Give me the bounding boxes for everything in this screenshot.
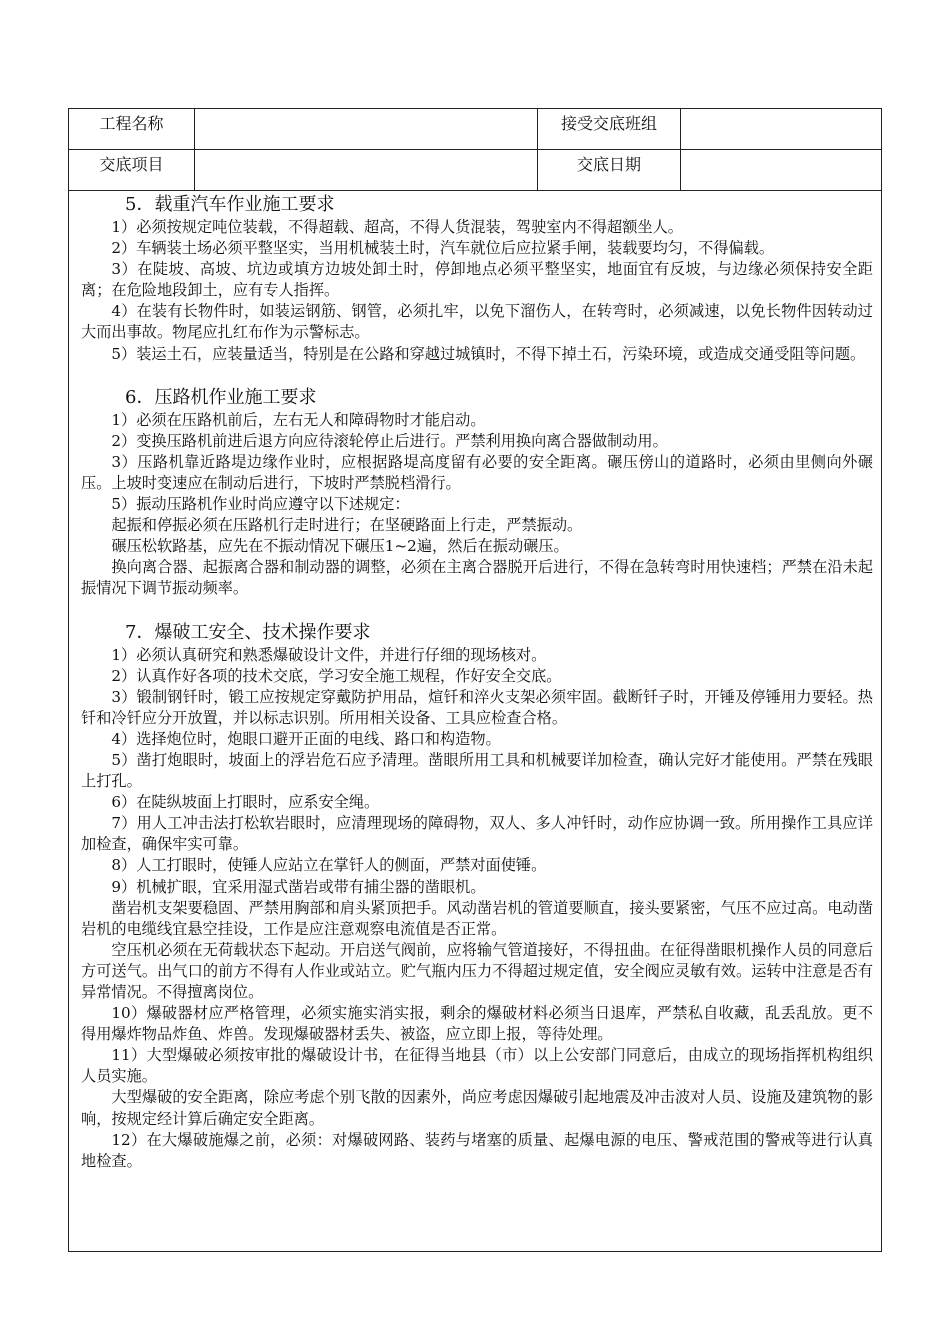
paragraph: 8）人工打眼时，使锤人应站立在掌钎人的侧面，严禁对面使锤。 [111,856,547,875]
handover-item-value[interactable] [195,150,538,190]
paragraph: 2）认真作好各项的技术交底，学习安全施工规程，作好安全交底。 [111,666,562,685]
paragraph: 2）车辆装土场必须平整坚实，当用机械装土时，汽车就位后应拉紧手闸，装载要均匀，不得偏载。 [111,239,775,258]
paragraph: 9）机械扩眼，宜采用湿式凿岩或带有捕尘器的凿眼机。 [111,877,486,896]
paragraph: 4）选择炮位时，炮眼口避开正面的电线、路口和构造物。 [111,729,501,748]
paragraph: 5）振动压路机作业时尚应遵守以下述规定： [111,495,410,514]
section-spacer [81,365,873,386]
paragraph: 11）大型爆破必须按审批的爆破设计书，在征得当地县（市）以上公安部门同意后，由成立的现场指挥机构组织人员实施。 [81,1046,873,1086]
paragraph: 4）在装有长物件时，如装运钢筋、钢管，必须扎牢，以免下溜伤人，在转弯时，必须减速，以免长物件因转动过大而出事故。物尾应扎红布作为示警标志。 [81,302,873,342]
paragraph: 1）必须在压路机前后，左右无人和障碍物时才能启动。 [111,410,486,429]
paragraph: 6）在陡纵坡面上打眼时，应系安全绳。 [111,793,380,812]
paragraph: 碾压松软路基，应先在不振动情况下碾压1~2遍，然后在振动碾压。 [111,537,569,556]
paragraph: 7）用人工冲击法打松软岩眼时，应清理现场的障碍物，双人、多人冲钎时，动作应协调一致。所用操作工具应详加检查，确保牢实可靠。 [81,814,873,854]
receiving-team-value[interactable] [681,109,881,149]
paragraph: 5）凿打炮眼时，坡面上的浮岩危石应予清理。凿眼所用工具和机械要详加检查，确认完好才能使用。严禁在残眼上打孔。 [81,750,873,791]
paragraph: 12）在大爆破施爆之前，必须：对爆破网路、装药与堵塞的质量、起爆电源的电压、警戒范围的警戒等进行认真地检查。 [81,1130,873,1170]
paragraph: 3）压路机靠近路堤边缘作业时，应根据路堤高度留有必要的安全距离。碾压傍山的道路时，必须由里侧向外碾压。上坡时变速应在制动后进行，下坡时严禁脱档滑行。 [81,452,873,492]
paragraph: 5）装运土石，应装量适当，特别是在公路和穿越过城镇时，不得下掉土石，污染环境，或造成交通受阻等问题。 [111,344,866,363]
section-title: 5．载重汽车作业施工要求 [125,194,335,215]
paragraph: 1）必须认真研究和熟悉爆破设计文件，并进行仔细的现场核对。 [111,645,547,664]
paragraph: 凿岩机支架要稳固、严禁用胸部和肩头紧顶把手。风动凿岩机的管道要顺直，接头要紧密，气压不应过高。电动凿岩机的电缆线宜悬空挂设，工作是应注意观察电流值是否正常。 [81,898,873,938]
document-body [81,193,873,1172]
section-title: 7．爆破工安全、技术操作要求 [125,621,371,643]
paragraph: 大型爆破的安全距离，除应考虑个别飞散的因素外，尚应考虑因爆破引起地震及冲击波对人员、设施及建筑物的影响，按规定经计算后确定安全距离。 [81,1088,873,1128]
paragraph: 起振和停振必须在压路机行走时进行；在坚硬路面上行走，严禁振动。 [111,516,583,535]
handover-date-value[interactable] [681,150,881,190]
header-row-1 [69,109,881,150]
handover-item-label: 交底项目 [69,150,195,190]
header-row-2 [69,150,881,191]
handover-form [68,108,882,1252]
project-name-value[interactable] [195,109,538,149]
paragraph: 3）在陡坡、高坡、坑边或填方边坡处卸土时，停卸地点必须平整坚实，地面宜有反坡，与边缘必须保持安全距离；在危险地段卸土，应有专人指挥。 [81,260,873,300]
receiving-team-label: 接受交底班组 [538,109,681,149]
section-spacer [81,600,873,621]
project-name-label: 工程名称 [69,109,195,149]
paragraph: 2）变换压路机前进后退方向应待滚轮停止后进行。严禁利用换向离合器做制动用。 [111,431,668,450]
paragraph: 10）爆破器材应严格管理，必须实施实消实报，剩余的爆破材料必须当日退库，严禁私自收藏，乱丢乱放。更不得用爆炸物品炸鱼、炸兽。发现爆破器材丢失、被盗，应立即上报，等待处理。 [81,1004,873,1044]
paragraph: 3）锻制钢钎时，锻工应按规定穿戴防护用品，煊钎和淬火支架必须牢固。截断钎子时，开锤及停锤用力要轻。热钎和冷钎应分开放置，并以标志识别。所用相关设备、工具应检查合格。 [81,687,873,727]
handover-date-label: 交底日期 [538,150,681,190]
paragraph: 空压机必须在无荷载状态下起动。开启送气阀前，应将输气管道接好，不得扭曲。在征得凿眼机操作人员的同意后方可送气。出气口的前方不得有人作业或站立。贮气瓶内压力不得超过规定值，安全阀应灵敏有效。运转中注意是否有异常情况。不得擅离岗位。 [81,940,873,1001]
paragraph: 换向离合器、起振离合器和制动器的调整，必须在主离合器脱开后进行，不得在急转弯时用快速档；严禁在沿未起振情况下调节振动频率。 [81,558,873,598]
paragraph: 1）必须按规定吨位装载，不得超载、超高，不得人货混装，驾驶室内不得超额坐人。 [111,218,683,236]
section-title: 6．压路机作业施工要求 [125,386,317,408]
